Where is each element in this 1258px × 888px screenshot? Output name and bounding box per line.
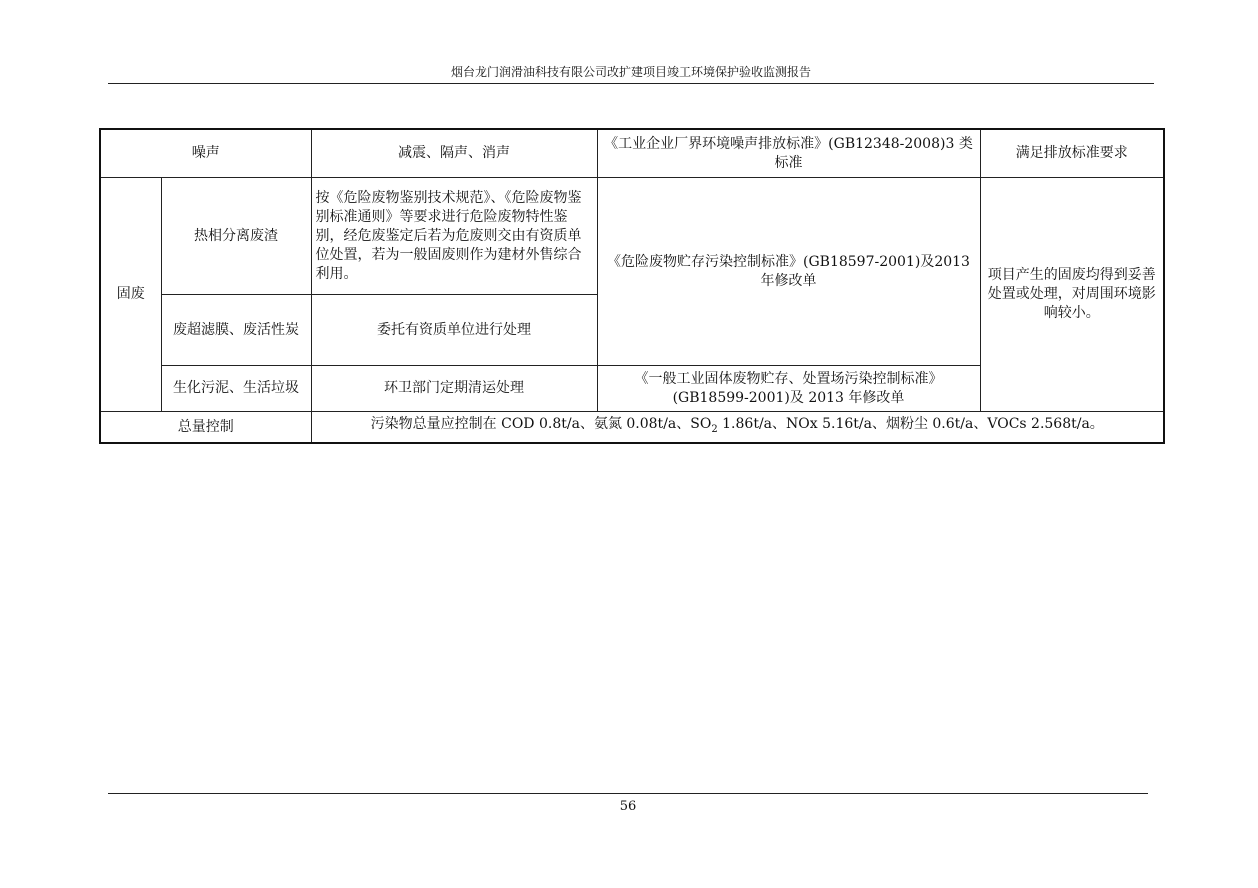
document-header-title: 烟台龙门润滑油科技有限公司改扩建项目竣工环境保护验收监测报告 [450,65,811,79]
table-row-thermal-residue [100,178,1164,295]
total-control-text-cell [311,412,1164,444]
membrane-carbon-name-cell: 废超滤膜、废活性炭 [161,295,311,366]
total-control-category-cell: 总量控制 [100,412,311,444]
noise-standard-cell: 《工业企业厂界环境噪声排放标准》(GB12348-2008)3 类标准 [597,129,980,178]
hazardous-waste-standard-cell: 《危险废物贮存污染控制标准》(GB18597-2001)及2013 年修改单 [597,178,980,366]
membrane-carbon-measure-cell: 委托有资质单位进行处理 [311,295,597,366]
table-row-noise [100,129,1164,178]
general-waste-standard-cell: 《一般工业固体废物贮存、处置场污染控制标准》(GB18599-2001)及 2013 年修改单 [597,366,980,412]
solid-waste-result-cell: 项目产生的固废均得到妥善处置或处理，对周围环境影响较小。 [980,178,1164,412]
page-number: 56 [619,799,637,814]
noise-category-cell: 噪声 [100,129,311,178]
solid-waste-category-cell: 固废 [100,178,161,412]
noise-result-cell: 满足排放标准要求 [980,129,1164,178]
sludge-garbage-name-cell: 生化污泥、生活垃圾 [161,366,311,412]
thermal-residue-name-cell: 热相分离废渣 [161,178,311,295]
noise-measure-cell: 减震、隔声、消声 [311,129,597,178]
table-row-total-control [100,412,1164,444]
sludge-garbage-measure-cell: 环卫部门定期清运处理 [311,366,597,412]
footer-rule [108,793,1148,794]
header-rule [108,83,1154,84]
total-control-text-before: 污染物总量应控制在 COD 0.8t/a、氨氮 0.08t/a、SO [370,416,712,433]
acceptance-table [99,128,1165,444]
thermal-residue-measure-cell: 按《危险废物鉴别技术规范》、《危险废物鉴别标准通则》等要求进行危险废物特性鉴别，经危废鉴定后若为危废则交由有资质单位处置，若为一般固废则作为建材外售综合利用。 [311,178,597,295]
so2-subscript: 2 [711,423,718,435]
total-control-text-after: 1.86t/a、NOx 5.16t/a、烟粉尘 0.6t/a、VOCs 2.568t/a。 [717,416,1104,433]
